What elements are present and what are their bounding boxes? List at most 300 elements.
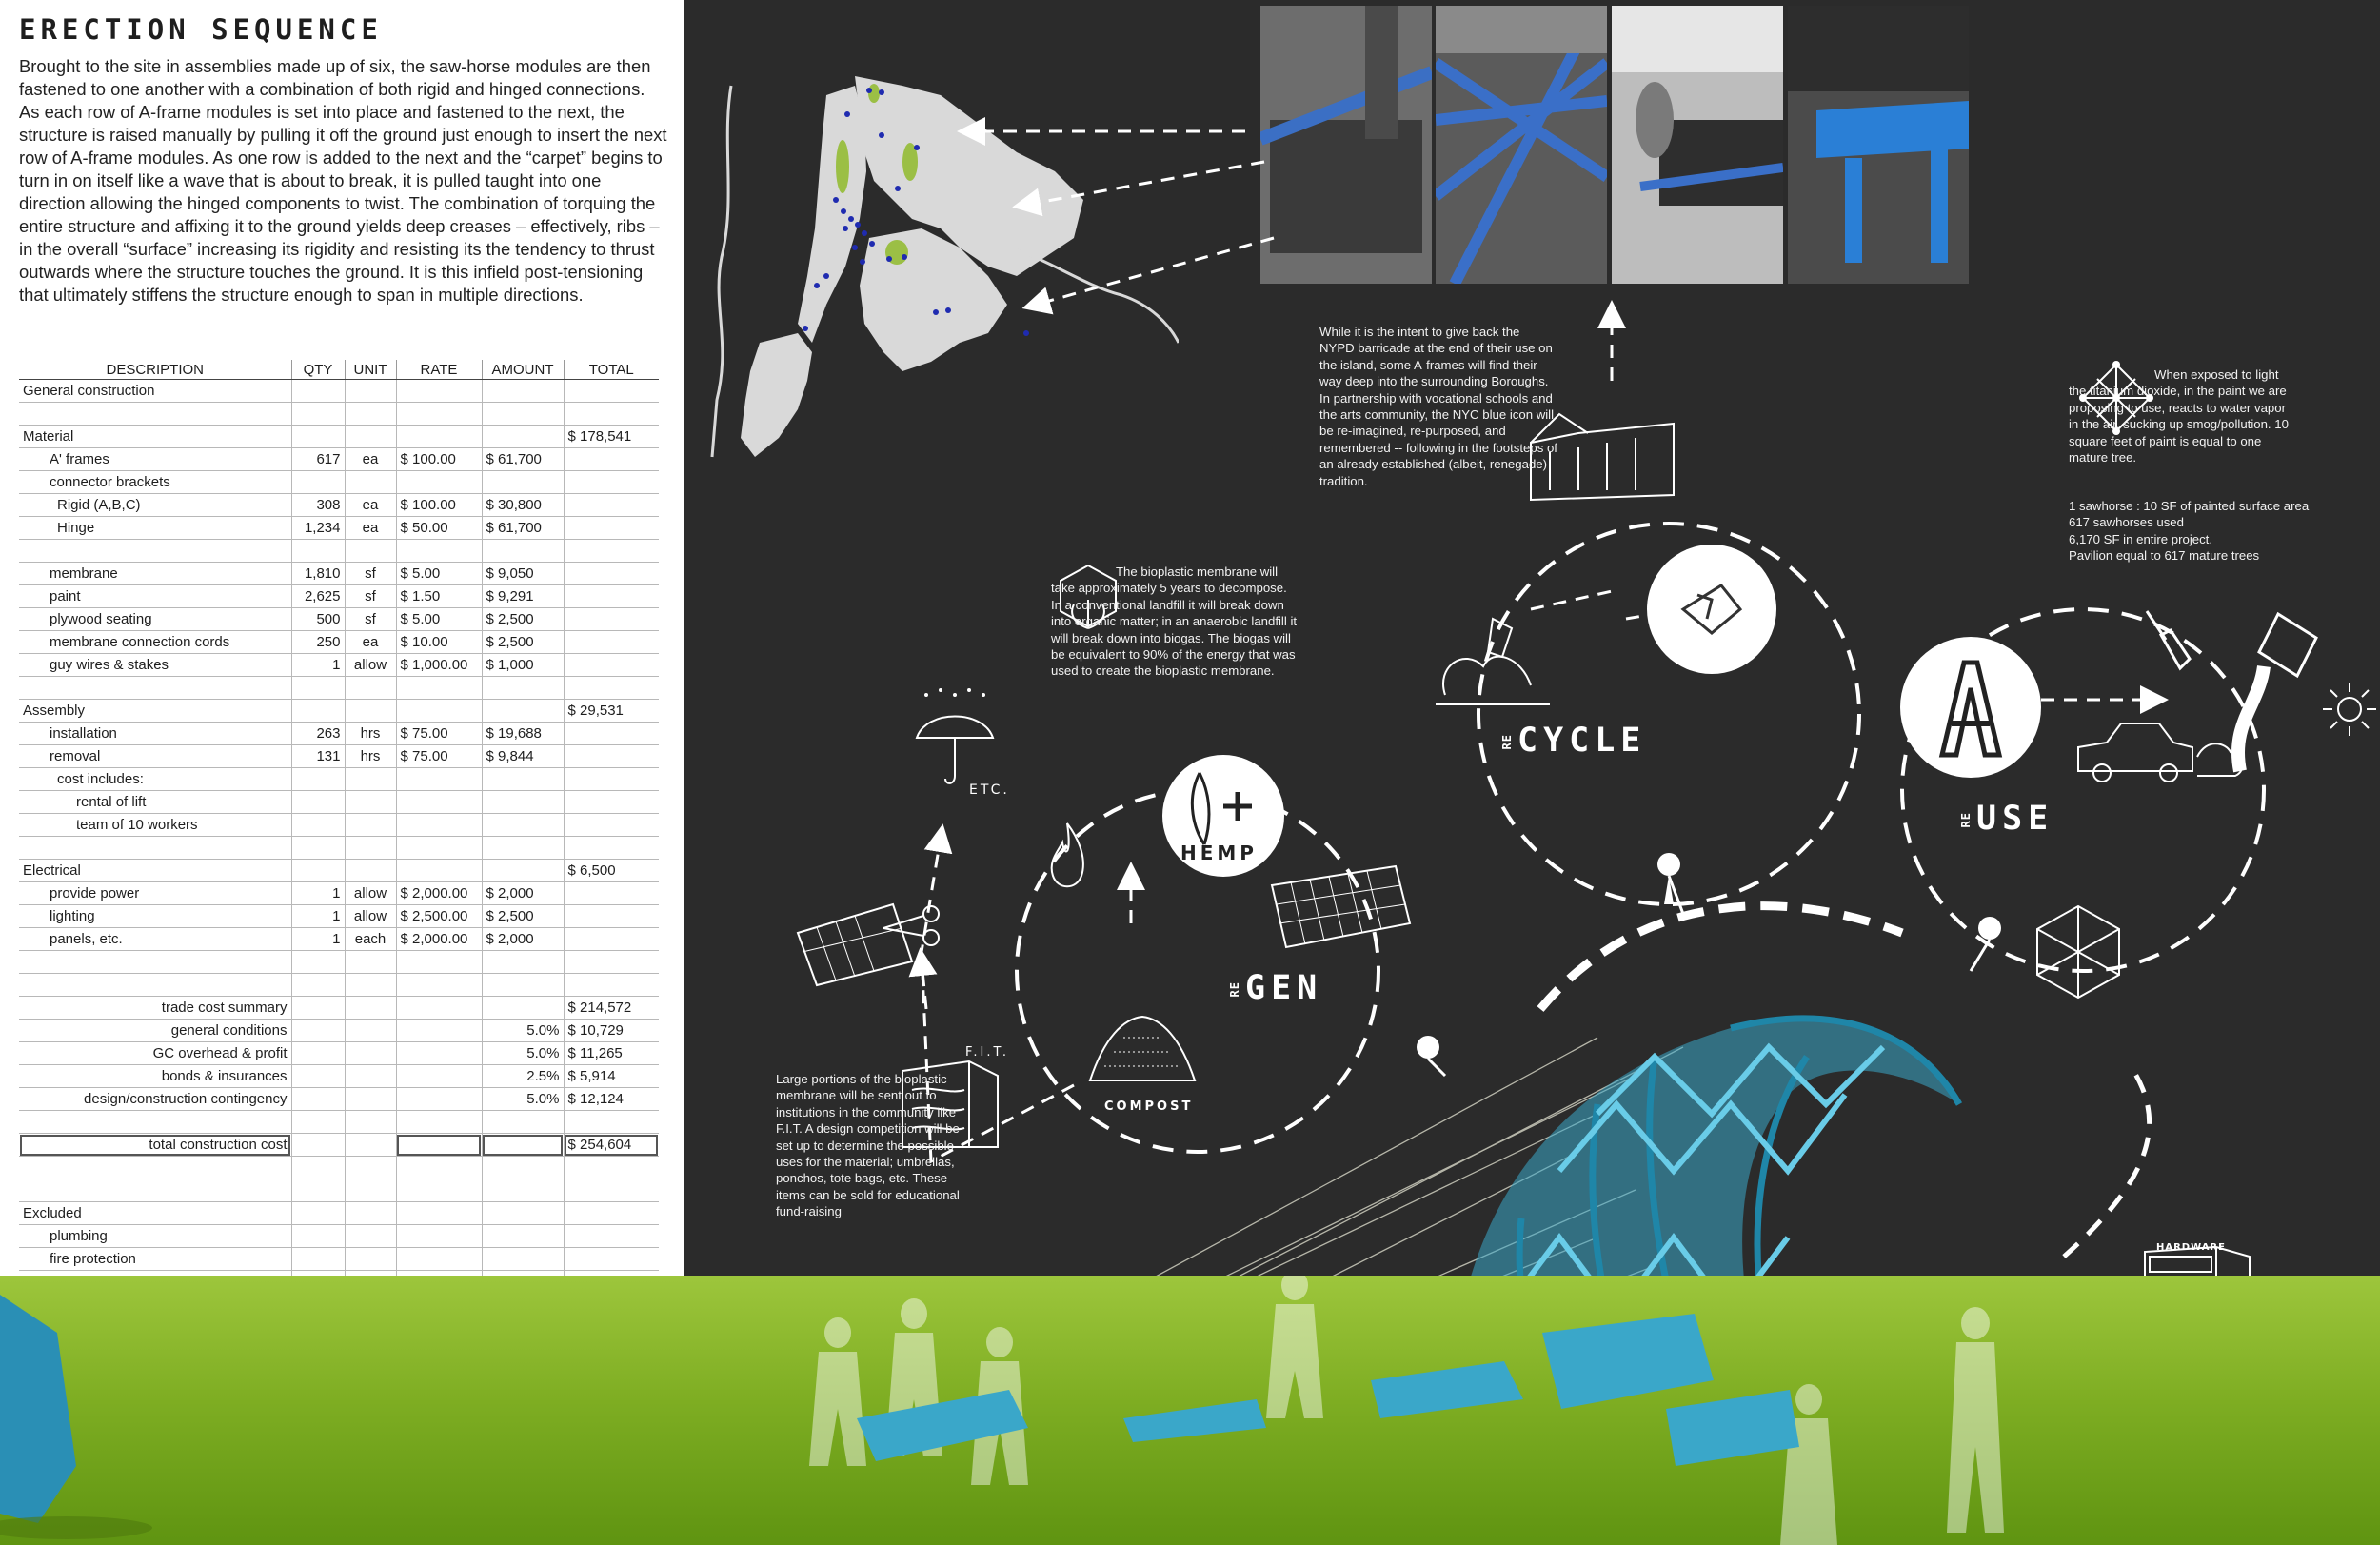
cell-total: $ 29,531 <box>564 700 659 723</box>
cell-total <box>564 928 659 951</box>
intro-paragraph: Brought to the site in assemblies made up of six, the saw-horse modules are then fastened to one another with a combination of both rigid and hinged connections. As each row of A-frame modules is set into place and fastened to the next, the structure is raised manually by pulling it off the ground just enough to insert the next row of A-frame modules. As one row is added to the next and the “carpet” begins to turn in on itself like a wave that is about to break, it is pulled taught into one direction allowing the hinged components to twist. The combination of torquing the entire structure and affixing it to the ground yields deep creases – effectively, ribs – in the overall “surface” increasing its rigidity and resisting its the tendency to thrust outwards where the structure touches the ground. It is this infield post-tensioning that ultimately stiffens the structure enough to span in multiple directions. <box>19 56 667 305</box>
cell-qty: 1 <box>291 654 345 677</box>
table-row <box>19 1157 659 1179</box>
cell-total <box>564 768 659 791</box>
table-row <box>19 837 659 860</box>
membrane-grid-icon <box>1253 857 1415 961</box>
cell-description: Hinge <box>19 517 291 540</box>
cell-rate <box>396 1202 482 1225</box>
cell-description: Excluded <box>19 1202 291 1225</box>
cell-qty: 250 <box>291 631 345 654</box>
cell-rate <box>396 426 482 448</box>
cell-qty <box>291 951 345 974</box>
cell-amount <box>482 700 564 723</box>
cell-total: $ 12,124 <box>564 1088 659 1111</box>
cell-rate <box>396 1020 482 1042</box>
cell-qty <box>291 1134 345 1157</box>
table-row <box>19 677 659 700</box>
car-smog-icon <box>2069 704 2250 790</box>
cell-rate: $ 75.00 <box>396 723 482 745</box>
cell-description: design/construction contingency <box>19 1088 291 1111</box>
plant-hex-icon <box>2002 564 2069 640</box>
cell-qty <box>291 974 345 997</box>
col-total: TOTAL <box>564 360 659 380</box>
label-hemp: HEMP <box>1180 842 1258 864</box>
table-row <box>19 1179 659 1202</box>
cell-description: Assembly <box>19 700 291 723</box>
cell-amount <box>482 791 564 814</box>
note-bioplastic: The bioplastic membrane will take approximately 5 years to decompose. In a conventional landfill it will break down into organic matter; in an anaerobic landfill it will break down into biogas. The biogas will be equivalent to 90% of the energy that was used to create the bioplastic membrane. <box>1051 565 1298 679</box>
cell-amount <box>482 860 564 882</box>
a-frame-circle-icon <box>1899 636 2042 779</box>
cell-qty <box>291 768 345 791</box>
table-row <box>19 403 659 426</box>
people-silhouettes <box>0 1276 2380 1545</box>
cell-rate <box>396 471 482 494</box>
cell-qty <box>291 1111 345 1134</box>
cell-unit <box>345 860 396 882</box>
cell-qty <box>291 1042 345 1065</box>
table-row <box>19 1225 659 1248</box>
cell-unit <box>345 814 396 837</box>
cell-qty <box>291 814 345 837</box>
cell-unit: ea <box>345 631 396 654</box>
cell-description: General construction <box>19 380 291 403</box>
cell-qty <box>291 426 345 448</box>
cell-amount: $ 9,291 <box>482 585 564 608</box>
cell-total <box>564 951 659 974</box>
cell-description <box>19 677 291 700</box>
cell-qty <box>291 1065 345 1088</box>
cell-unit <box>345 1134 396 1157</box>
cell-amount <box>482 426 564 448</box>
cell-unit: allow <box>345 882 396 905</box>
cell-qty <box>291 791 345 814</box>
cell-rate <box>396 700 482 723</box>
cell-total <box>564 585 659 608</box>
label-recycle-text: CYCLE <box>1517 722 1647 760</box>
cell-qty <box>291 380 345 403</box>
cell-total <box>564 1111 659 1134</box>
cell-rate <box>396 1157 482 1179</box>
cell-qty <box>291 1088 345 1111</box>
cell-total <box>564 1225 659 1248</box>
cell-rate <box>396 997 482 1020</box>
note-titanium: When exposed to light the titanium dioxide, in the paint we are proposing to use, reacts to water vapor in the air, sucking up smog/pollution. 10 square feet of paint is equal to one mature tree. <box>2069 367 2289 465</box>
cell-qty <box>291 471 345 494</box>
cost-table-body <box>19 380 659 1294</box>
cell-total <box>564 631 659 654</box>
cell-qty <box>291 1179 345 1202</box>
table-row <box>19 631 659 654</box>
cell-description: membrane <box>19 563 291 585</box>
cell-qty <box>291 837 345 860</box>
cell-unit: ea <box>345 494 396 517</box>
table-row <box>19 951 659 974</box>
page-title: ERECTION SEQUENCE <box>19 13 383 46</box>
table-row <box>19 860 659 882</box>
cell-rate <box>396 1134 482 1157</box>
cell-amount: $ 9,844 <box>482 745 564 768</box>
cell-qty <box>291 403 345 426</box>
cell-rate: $ 2,500.00 <box>396 905 482 928</box>
label-regen-text: GEN <box>1245 969 1323 1007</box>
pour-sketch-icon <box>1426 609 1559 714</box>
cell-qty: 1,234 <box>291 517 345 540</box>
cell-amount <box>482 540 564 563</box>
cell-rate <box>396 974 482 997</box>
table-row <box>19 1248 659 1271</box>
label-hardware: HARDWARE <box>2156 1242 2226 1253</box>
cell-total: $ 6,500 <box>564 860 659 882</box>
cell-description: guy wires & stakes <box>19 654 291 677</box>
cell-unit <box>345 1225 396 1248</box>
cell-unit <box>345 1042 396 1065</box>
table-row <box>19 997 659 1020</box>
cell-unit: sf <box>345 563 396 585</box>
note-sawhorse: 1 sawhorse : 10 SF of painted surface area 617 sawhorses used 6,170 SF in entire project. Pavilion equal to 617 mature trees <box>2069 499 2310 564</box>
cell-total: $ 10,729 <box>564 1020 659 1042</box>
cell-qty: 263 <box>291 723 345 745</box>
cell-total <box>564 540 659 563</box>
cell-unit: allow <box>345 905 396 928</box>
cell-amount <box>482 1248 564 1271</box>
cell-unit <box>345 1157 396 1179</box>
cell-rate <box>396 380 482 403</box>
cell-unit <box>345 380 396 403</box>
cell-qty: 131 <box>291 745 345 768</box>
cell-unit: each <box>345 928 396 951</box>
col-qty: QTY <box>291 360 345 380</box>
table-row <box>19 1020 659 1042</box>
cell-amount <box>482 1225 564 1248</box>
cell-description: connector brackets <box>19 471 291 494</box>
cell-description <box>19 540 291 563</box>
cell-rate <box>396 1042 482 1065</box>
cell-rate <box>396 1065 482 1088</box>
cell-qty: 2,625 <box>291 585 345 608</box>
cell-amount: $ 1,000 <box>482 654 564 677</box>
cell-rate <box>396 1179 482 1202</box>
cell-amount <box>482 1111 564 1134</box>
cell-amount <box>482 837 564 860</box>
cell-total <box>564 974 659 997</box>
cell-unit <box>345 951 396 974</box>
cell-amount <box>482 997 564 1020</box>
cell-total <box>564 448 659 471</box>
cell-qty: 1,810 <box>291 563 345 585</box>
table-row <box>19 426 659 448</box>
grass-field <box>0 1276 2380 1545</box>
table-row <box>19 882 659 905</box>
table-row <box>19 1111 659 1134</box>
cell-qty <box>291 1225 345 1248</box>
cell-rate: $ 1.50 <box>396 585 482 608</box>
cell-qty: 308 <box>291 494 345 517</box>
cell-rate <box>396 860 482 882</box>
cell-amount: $ 61,700 <box>482 517 564 540</box>
cell-unit: ea <box>345 448 396 471</box>
cell-total <box>564 723 659 745</box>
cell-amount: $ 9,050 <box>482 563 564 585</box>
cell-rate <box>396 403 482 426</box>
flame-icon <box>1043 819 1091 895</box>
cell-rate: $ 10.00 <box>396 631 482 654</box>
cell-description <box>19 403 291 426</box>
label-etc: ETC. <box>969 782 1010 798</box>
cell-description <box>19 837 291 860</box>
cell-total <box>564 882 659 905</box>
cell-qty <box>291 997 345 1020</box>
table-row <box>19 814 659 837</box>
cell-description: A' frames <box>19 448 291 471</box>
cell-description: Material <box>19 426 291 448</box>
cell-rate: $ 5.00 <box>396 608 482 631</box>
cell-description <box>19 1111 291 1134</box>
col-rate: RATE <box>396 360 482 380</box>
label-regen <box>1228 969 1322 1007</box>
table-row <box>19 1065 659 1088</box>
cell-description: total construction cost <box>19 1134 291 1157</box>
cell-total <box>564 563 659 585</box>
table-row <box>19 471 659 494</box>
paint-brush-icon <box>2137 602 2204 678</box>
table-row <box>19 517 659 540</box>
cell-total <box>564 745 659 768</box>
cell-total <box>564 654 659 677</box>
table-row <box>19 745 659 768</box>
table-row <box>19 768 659 791</box>
cell-amount: 5.0% <box>482 1088 564 1111</box>
table-row <box>19 494 659 517</box>
cell-amount <box>482 1179 564 1202</box>
cell-unit <box>345 1111 396 1134</box>
cell-description <box>19 951 291 974</box>
umbrella-rain-icon <box>907 685 1002 790</box>
cell-unit: ea <box>345 517 396 540</box>
cell-total: $ 178,541 <box>564 426 659 448</box>
label-recycle-re: RE <box>1500 733 1514 750</box>
cell-amount: 5.0% <box>482 1020 564 1042</box>
cell-rate: $ 5.00 <box>396 563 482 585</box>
col-amount: AMOUNT <box>482 360 564 380</box>
recycle-circle-icon <box>1645 543 1778 676</box>
hexagon-module-icon <box>2035 904 2121 1000</box>
cell-description: membrane connection cords <box>19 631 291 654</box>
cell-description: Electrical <box>19 860 291 882</box>
cell-description: removal <box>19 745 291 768</box>
cell-amount: $ 2,500 <box>482 631 564 654</box>
label-compost: COMPOST <box>1104 1099 1194 1114</box>
cell-qty <box>291 1202 345 1225</box>
cell-amount <box>482 403 564 426</box>
table-row <box>19 448 659 471</box>
cell-unit <box>345 1020 396 1042</box>
cell-qty <box>291 700 345 723</box>
cell-amount <box>482 1134 564 1157</box>
table-row <box>19 585 659 608</box>
cell-description: GC overhead & profit <box>19 1042 291 1065</box>
table-row <box>19 723 659 745</box>
cell-rate: $ 100.00 <box>396 494 482 517</box>
cell-unit <box>345 997 396 1020</box>
cell-amount: 5.0% <box>482 1042 564 1065</box>
cell-description <box>19 974 291 997</box>
table-header-row <box>19 360 659 380</box>
fabric-scissors-icon <box>788 885 950 990</box>
cost-table <box>19 360 659 1294</box>
cell-total <box>564 471 659 494</box>
cell-amount: $ 19,688 <box>482 723 564 745</box>
cell-amount: $ 61,700 <box>482 448 564 471</box>
cell-unit: sf <box>345 608 396 631</box>
table-row <box>19 974 659 997</box>
cell-unit: sf <box>345 585 396 608</box>
cell-description <box>19 1179 291 1202</box>
cell-rate <box>396 791 482 814</box>
cell-amount <box>482 768 564 791</box>
cell-rate <box>396 540 482 563</box>
cell-rate: $ 50.00 <box>396 517 482 540</box>
cell-amount: $ 2,500 <box>482 905 564 928</box>
table-row <box>19 1202 659 1225</box>
cell-total <box>564 814 659 837</box>
cell-qty: 617 <box>291 448 345 471</box>
note-recycle: While it is the intent to give back the NYPD barricade at the end of their use on the island, some A-frames will find their way deep into the surrounding Boroughs. In partnership with vocational schools and the arts community, the NYC blue icon will be re-imagined, re-purposed, and remembered -- following in the footsteps of an already established (albeit, renegade) tradition. <box>1319 325 1557 488</box>
cell-total <box>564 380 659 403</box>
cell-amount: $ 30,800 <box>482 494 564 517</box>
cell-unit <box>345 403 396 426</box>
table-row <box>19 791 659 814</box>
cell-qty <box>291 677 345 700</box>
cell-total <box>564 608 659 631</box>
cell-amount <box>482 471 564 494</box>
cell-description: plywood seating <box>19 608 291 631</box>
cell-unit <box>345 677 396 700</box>
cell-unit <box>345 1179 396 1202</box>
cell-unit <box>345 791 396 814</box>
cell-unit <box>345 1202 396 1225</box>
table-row <box>19 905 659 928</box>
cell-total <box>564 1248 659 1271</box>
cell-amount: $ 2,500 <box>482 608 564 631</box>
cell-rate <box>396 768 482 791</box>
cell-description: panels, etc. <box>19 928 291 951</box>
cell-rate: $ 2,000.00 <box>396 882 482 905</box>
cell-unit <box>345 540 396 563</box>
cell-unit <box>345 426 396 448</box>
table-row <box>19 654 659 677</box>
cell-description: general conditions <box>19 1020 291 1042</box>
cell-amount: $ 2,000 <box>482 882 564 905</box>
col-unit: UNIT <box>345 360 396 380</box>
cell-description: provide power <box>19 882 291 905</box>
cell-rate <box>396 814 482 837</box>
label-reuse-re: RE <box>1959 811 1973 828</box>
table-row <box>19 928 659 951</box>
cell-rate <box>396 677 482 700</box>
cell-amount <box>482 951 564 974</box>
note-fit: Large portions of the bioplastic membrane will be sent out to institutions in the community like F.I.T. A design competition will be set up to determine the possible uses for the material; umbrellas, ponchos, tote bags, etc. These items can be sold for educational fund-raising <box>776 1072 960 1219</box>
cell-total <box>564 403 659 426</box>
table-row <box>19 380 659 403</box>
table-row <box>19 540 659 563</box>
cell-qty <box>291 1157 345 1179</box>
cell-unit <box>345 1248 396 1271</box>
cell-rate: $ 1,000.00 <box>396 654 482 677</box>
cell-description: cost includes: <box>19 768 291 791</box>
cell-description: bonds & insurances <box>19 1065 291 1088</box>
cell-qty <box>291 540 345 563</box>
cell-qty: 1 <box>291 882 345 905</box>
label-reuse <box>1959 800 2053 838</box>
cell-description: Rigid (A,B,C) <box>19 494 291 517</box>
table-row <box>19 1134 659 1157</box>
cell-amount <box>482 677 564 700</box>
label-fit: F.I.T. <box>965 1045 1010 1060</box>
cell-amount <box>482 974 564 997</box>
table-row <box>19 1042 659 1065</box>
cell-total <box>564 905 659 928</box>
cell-rate: $ 75.00 <box>396 745 482 768</box>
cell-total <box>564 494 659 517</box>
cell-amount: $ 2,000 <box>482 928 564 951</box>
left-panel <box>0 0 684 1276</box>
cell-unit <box>345 974 396 997</box>
cell-description <box>19 1157 291 1179</box>
col-description: DESCRIPTION <box>19 360 291 380</box>
cell-description: team of 10 workers <box>19 814 291 837</box>
cell-total: $ 5,914 <box>564 1065 659 1088</box>
cell-unit <box>345 1065 396 1088</box>
label-reuse-text: USE <box>1976 800 2054 838</box>
table-row <box>19 1088 659 1111</box>
cell-unit <box>345 768 396 791</box>
sun-icon <box>2321 681 2378 738</box>
cell-rate <box>396 837 482 860</box>
cell-unit: hrs <box>345 723 396 745</box>
cell-qty: 500 <box>291 608 345 631</box>
cell-rate: $ 100.00 <box>396 448 482 471</box>
cell-unit <box>345 837 396 860</box>
cell-qty <box>291 860 345 882</box>
cell-total <box>564 677 659 700</box>
cell-description: plumbing <box>19 1225 291 1248</box>
cell-total <box>564 517 659 540</box>
table-row <box>19 700 659 723</box>
cell-unit <box>345 1088 396 1111</box>
cell-description: installation <box>19 723 291 745</box>
cell-unit <box>345 700 396 723</box>
cell-unit: allow <box>345 654 396 677</box>
cell-total <box>564 837 659 860</box>
cell-total: $ 11,265 <box>564 1042 659 1065</box>
cell-total <box>564 1157 659 1179</box>
cell-rate <box>396 1248 482 1271</box>
cell-rate <box>396 1111 482 1134</box>
cell-description: rental of lift <box>19 791 291 814</box>
cell-unit: hrs <box>345 745 396 768</box>
cell-total <box>564 1179 659 1202</box>
cell-qty: 1 <box>291 928 345 951</box>
cell-rate <box>396 1225 482 1248</box>
cell-description: lighting <box>19 905 291 928</box>
cell-amount <box>482 1202 564 1225</box>
cell-rate: $ 2,000.00 <box>396 928 482 951</box>
cell-total: $ 254,604 <box>564 1134 659 1157</box>
cell-amount: 2.5% <box>482 1065 564 1088</box>
cell-amount <box>482 380 564 403</box>
